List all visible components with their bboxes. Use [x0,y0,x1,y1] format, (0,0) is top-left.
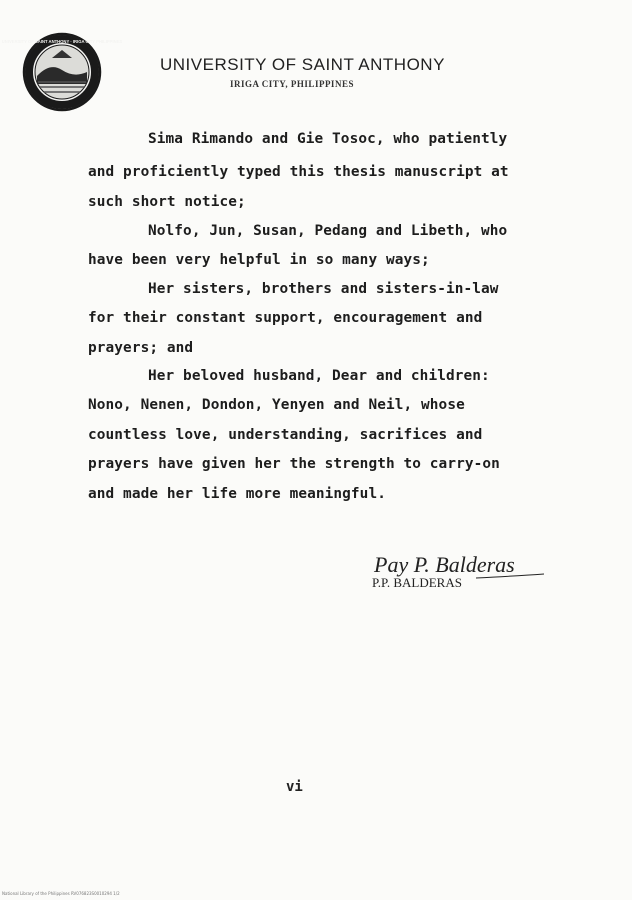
archive-footer: National Library of the Philippines RV076823S0010294 1/2 [2,891,120,896]
university-seal [1,32,123,112]
body-line: prayers; and [88,340,194,356]
page-number: vi [286,779,303,795]
signature-text: Pay P. Balderas [374,552,515,577]
body-line: countless love, understanding, sacrifices and [88,427,483,443]
seal-text: UNIVERSITY OF SAINT ANTHONY · IRIGA CITY PHILIPPINES [1,39,123,44]
body-line: and made her life more meaningful. [88,486,386,502]
body-line: Her sisters, brothers and sisters-in-law [148,281,499,297]
body-line: for their constant support, encouragement and [88,310,483,326]
body-line: and proficiently typed this thesis manuscript at [88,164,509,180]
signer-name: P.P. BALDERAS [372,575,462,590]
body-line: Nono, Nenen, Dondon, Yenyen and Neil, whose [88,397,465,413]
university-address: IRIGA CITY, PHILIPPINES [230,79,354,89]
body-line: Sima Rimando and Gie Tosoc, who patiently [148,131,508,147]
body-line: Her beloved husband, Dear and children: [148,368,490,384]
body-line: Nolfo, Jun, Susan, Pedang and Libeth, who [148,223,508,239]
body-line: have been very helpful in so many ways; [88,252,430,268]
body-line: prayers have given her the strength to carry-on [88,456,500,472]
body-line: such short notice; [88,194,246,210]
university-name: UNIVERSITY OF SAINT ANTHONY [160,55,445,74]
